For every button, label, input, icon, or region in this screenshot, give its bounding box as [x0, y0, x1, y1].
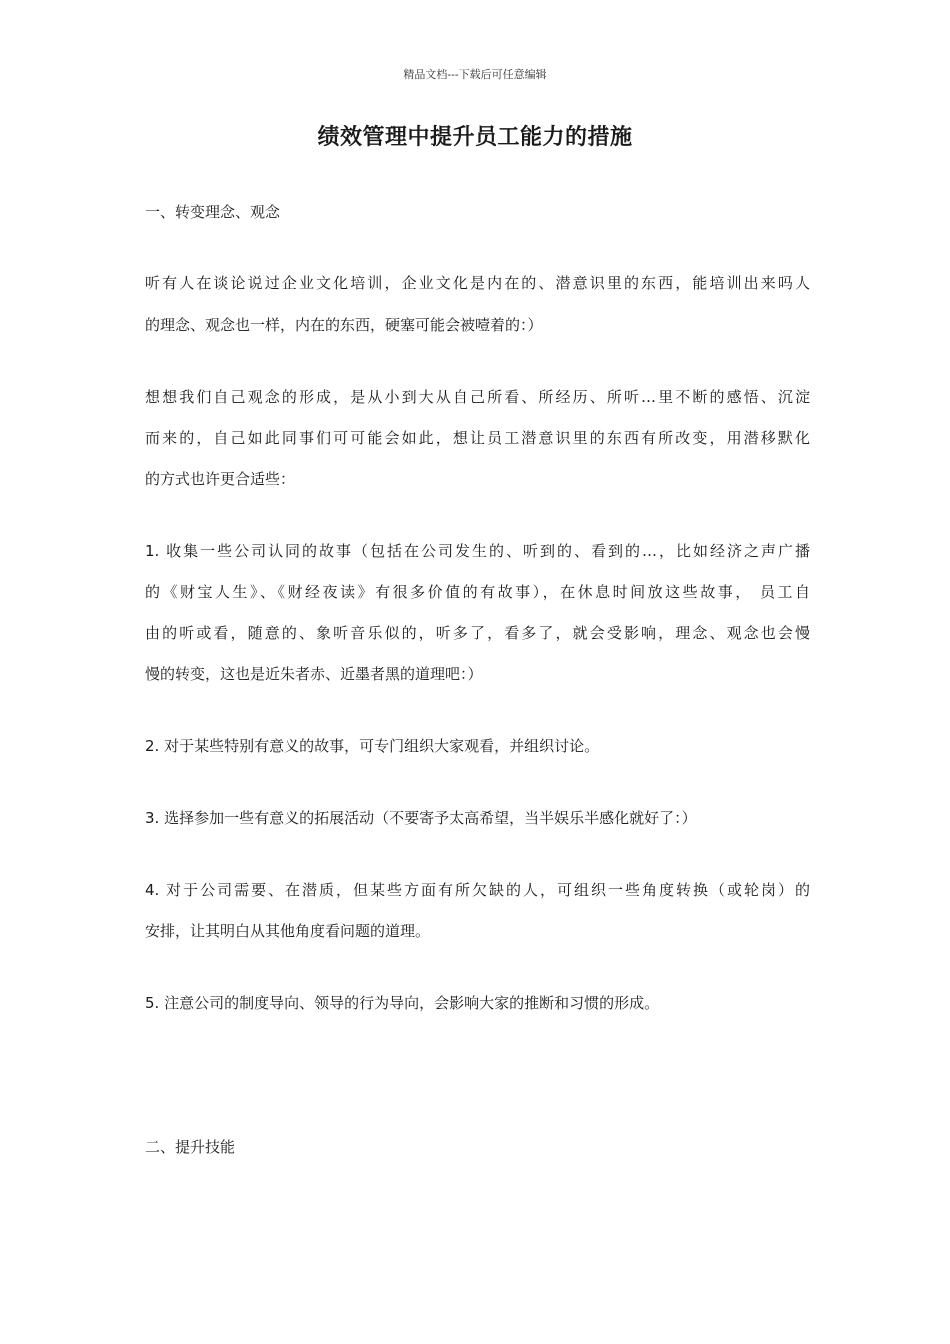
list-item-1-line-4: 慢的转变，这也是近朱者赤、近墨者黑的道理吧：）	[145, 665, 483, 683]
section-2-heading: 二、提升技能	[145, 1138, 236, 1156]
paragraph-1-line-1: 听有人在谈论说过企业文化培训，企业文化是内在的、潜意识里的东西，能培训出来吗人	[145, 274, 810, 292]
header-note: 精品文档---下载后可任意编辑	[403, 68, 547, 81]
list-item-4-line-2: 安排，让其明白从其他角度看问题的道理。	[145, 922, 431, 940]
list-item-1-line-1: 1. 收集一些公司认同的故事（包括在公司发生的、听到的、看到的…，比如经济之声广播	[145, 542, 810, 560]
paragraph-2-line-1: 想想我们自己观念的形成，是从小到大从自己所看、所经历、所听…里不断的感悟、沉淀	[145, 388, 810, 406]
document-title: 绩效管理中提升员工能力的措施	[317, 125, 633, 150]
section-1-heading: 一、转变理念、观念	[145, 203, 281, 221]
paragraph-1-line-2: 的理念、观念也一样，内在的东西，硬塞可能会被噎着的：）	[145, 316, 543, 334]
paragraph-2-line-2: 而来的，自己如此同事们可可能会如此，想让员工潜意识里的东西有所改变，用潜移默化	[145, 429, 810, 447]
list-item-4-line-1: 4. 对于公司需要、在潜质，但某些方面有所欠缺的人，可组织一些角度转换（或轮岗）的	[145, 881, 810, 899]
list-item-1-line-2: 的《财宝人生》、《财经夜读》有很多价值的有故事），在休息时间放这些故事， 员工自	[145, 583, 810, 601]
list-item-2: 2. 对于某些特别有意义的故事，可专门组织大家观看，并组织讨论。	[145, 737, 600, 755]
list-item-3: 3. 选择参加一些有意义的拓展活动（不要寄予太高希望，当半娱乐半感化就好了：）	[145, 809, 697, 827]
list-item-5: 5. 注意公司的制度导向、领导的行为导向，会影响大家的推断和习惯的形成。	[145, 994, 660, 1012]
list-item-1-line-3: 由的听或看，随意的、象听音乐似的，听多了，看多了，就会受影响，理念、观念也会慢	[145, 624, 810, 642]
paragraph-2-line-3: 的方式也许更合适些：	[145, 470, 296, 488]
